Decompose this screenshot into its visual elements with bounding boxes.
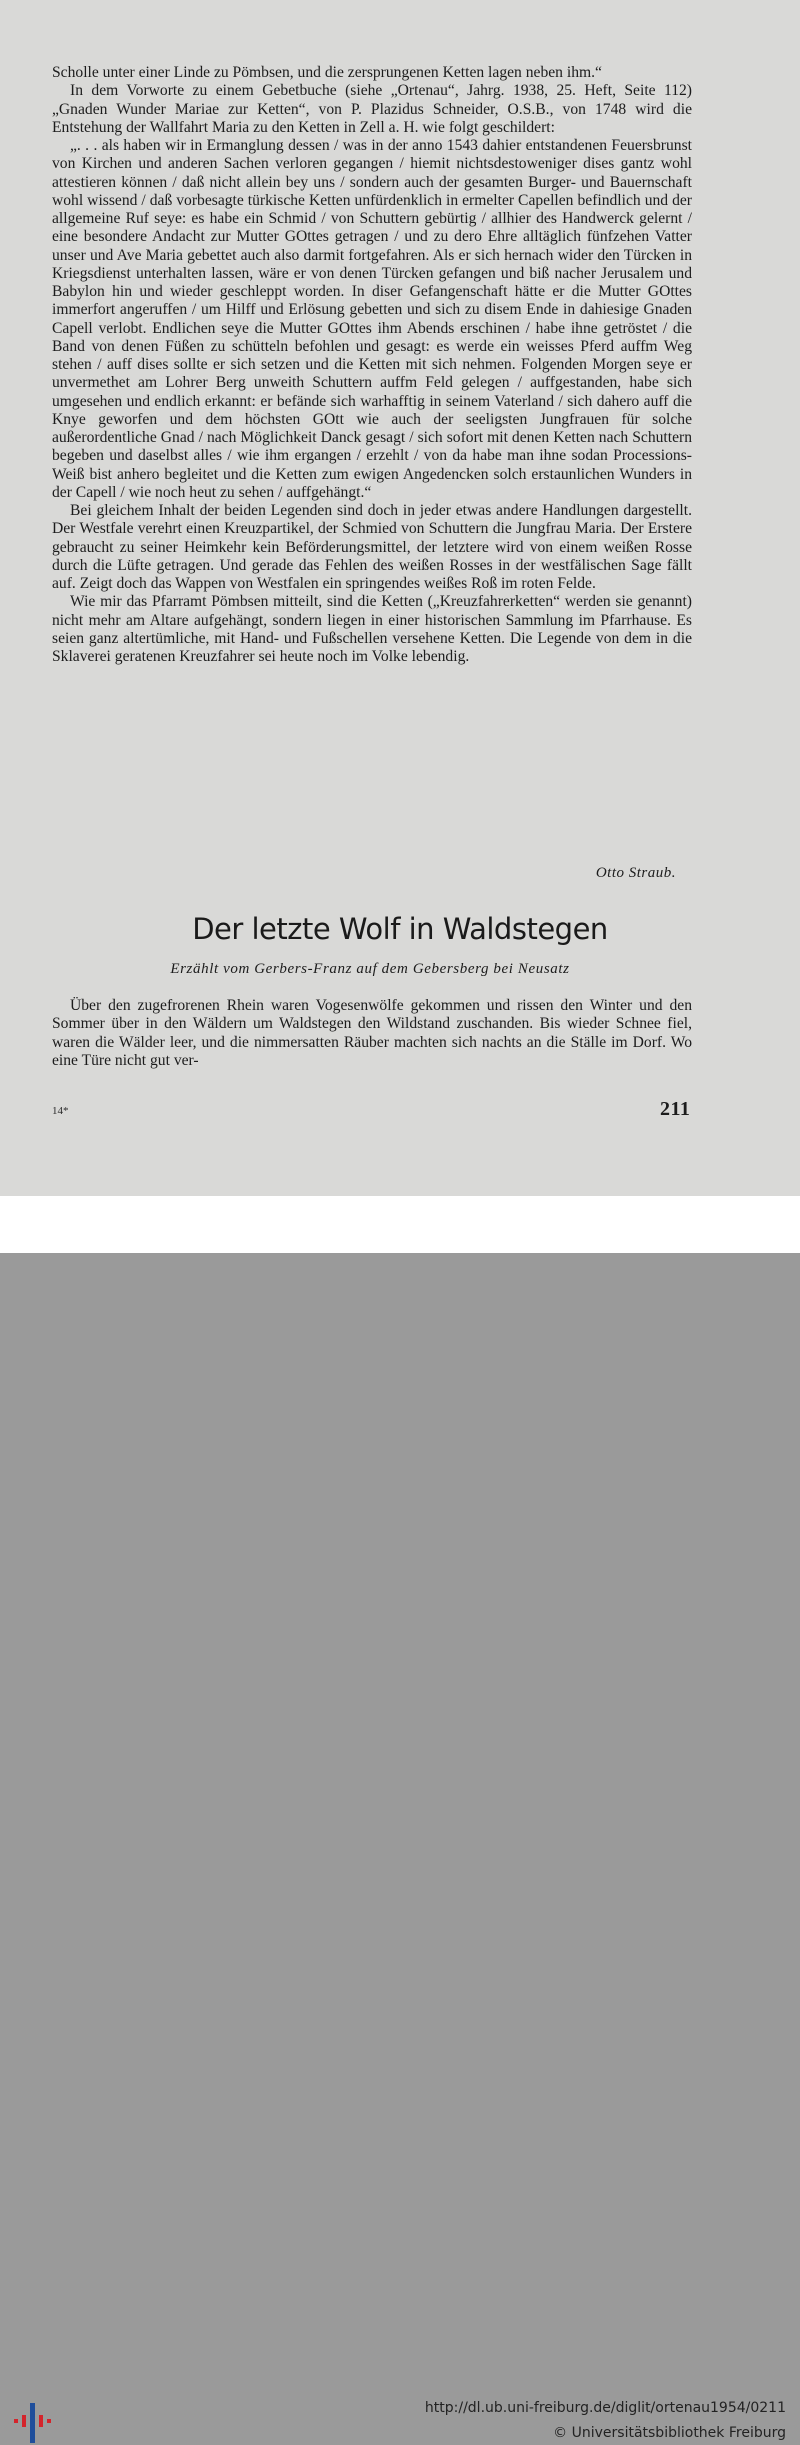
ub-freiburg-logo-icon (14, 2401, 54, 2445)
paragraph-comparison: Bei gleichem Inhalt der beiden Legenden sind doch in jeder etwas andere Handlungen dargestellt. Der Westfale verehrt einen Kreuzpartikel, der Schmied von Schuttern die Jungfrau Maria. Der Erstere gebraucht zu seiner Heimkehr kein Beförderungsmittel, der letztere wird von einem weißen Rosse durch die Lüfte getragen. Und gerade das Fehlen des weißen Rosses in der westfälischen Sage fällt auf. Zeigt doch das Wappen von Westfalen ein springendes weißes Roß im roten Felde. (52, 502, 692, 592)
paragraph-vorwort: In dem Vorworte zu einem Gebetbuche (siehe „Ortenau“, Jahrg. 1938, 25. Heft, Seite 112) „Gnaden Wunder Mariae zur Ketten“, von P. Plazidus Schneider, O.S.B., von 1748 wird die Entstehung der Wallfahrt Maria zu den Ketten in Zell a. H. wie folgt geschildert: (52, 82, 692, 136)
story-subtitle: Erzählt vom Gerbers-Franz auf dem Gebersberg bei Neusatz (170, 961, 570, 977)
paragraph-continuation: Scholle unter einer Linde zu Pömbsen, und die zersprungenen Ketten lagen neben ihm.“ (52, 64, 602, 81)
author-signature: Otto Straub. (595, 865, 676, 881)
paragraph-quote: „. . . als haben wir in Ermanglung dessen / was in der anno 1543 dahier entstandenen Feuersbrunst von Kirchen und anderen Sachen verloren gegangen / hiemit nichtsdestoweniger dises gantz wohl attestieren können / daß nicht allein bey uns / sondern auch der gesamten Burger- und Bauernschaft wohl wissend / daß vorbesagte türkische Ketten unfürdenklich in ermelter Capellen befindlich und der allgemeine Ruf seye: es habe ein Schmid / von Schuttern gebürtig / allhier des Handwerck gelernt / eine besondere Andacht zur Mutter GOttes getragen / und zu dero Ehre alltäglich fünfzehen Vatter unser und Ave Maria gebettet auch also darmit fortgefahren. Als er sich hernach wider den Türcken in Kriegsdienst unterhalten lassen, wäre er von denen Türcken gefangen und biß nacher Jerusalem und Babylon hin und wieder geschleppt worden. In diser Gefangenschaft hätte er die Mutter GOttes immerfort angeruffen / um Hilff und Erlösung gebetten und sich zu disem Ende in dahiesige Gnaden Capell verlobt. Endlichen seye die Mutter GOttes ihm Abends erschinen / habe ihne getröstet / die Band von denen Füßen zu schütteln befohlen und gesagt: es werde ein weisses Pferd auffm Weg stehen / auff dises sollte er sich setzen und die Ketten mit sich nehmen. Folgenden Morgen seye er unvermethet am Lohrer Berg unweith Schuttern auffm Feld gelegen / auffgestanden, habe sich umgesehen und endlich erkannt: er befände sich warhafftig in seinem Vaterland / sich dahero auff die Knye geworfen und dem höchsten GOtt wie auch der seeligsten Jungfrauen für solche außerordentliche Gnad / nach Möglichkeit Danck gesagt / sich sofort mit denen Ketten nach Schuttern begeben und daselbst alles / wie ihm ergangen / erzehlt / von da habe man ihne sodan Processions-Weiß bist anhero begleitet und die Ketten zum ewigen Angedencken solch erstaunlichen Wunders in der Capell / wie noch heut zu sehen / auffgehängt.“ (52, 137, 692, 501)
paragraph-pfarramt: Wie mir das Pfarramt Pömbsen mitteilt, sind die Ketten („Kreuzfahrerketten“ werden sie genannt) nicht mehr am Altare aufgehängt, sondern liegen in einer historischen Sammlung im Pfarrhause. Es seien ganz altertümliche, mit Hand- und Fußschellen versehene Ketten. Die Legende von dem in die Sklaverei geratenen Kreuzfahrer sei heute noch im Volke lebendig. (52, 593, 692, 665)
main-text (52, 64, 692, 666)
page-number: 211 (660, 1098, 691, 1120)
story-paragraph: Über den zugefrorenen Rhein waren Vogesenwölfe gekommen und rissen den Winter und den Sommer über in den Wäldern um Waldstegen den Wildstand zuschanden. Bis wieder Schnee fiel, waren die Wälder leer, und die nimmersatten Räuber machten sich nachts an die Ställe im Dorf. Wo eine Türe nicht gut ver- (52, 997, 692, 1069)
copyright-notice: © Universitätsbibliothek Freiburg (553, 2425, 786, 2441)
footer-bar (0, 1196, 800, 2441)
signature-mark: 14* (52, 1105, 69, 1117)
permalink-url[interactable]: http://dl.ub.uni-freiburg.de/diglit/ortenau1954/0211 (424, 2400, 786, 2416)
story-text (52, 997, 692, 1070)
scanned-page (0, 0, 800, 1196)
story-title: Der letzte Wolf in Waldstegen (192, 912, 608, 946)
